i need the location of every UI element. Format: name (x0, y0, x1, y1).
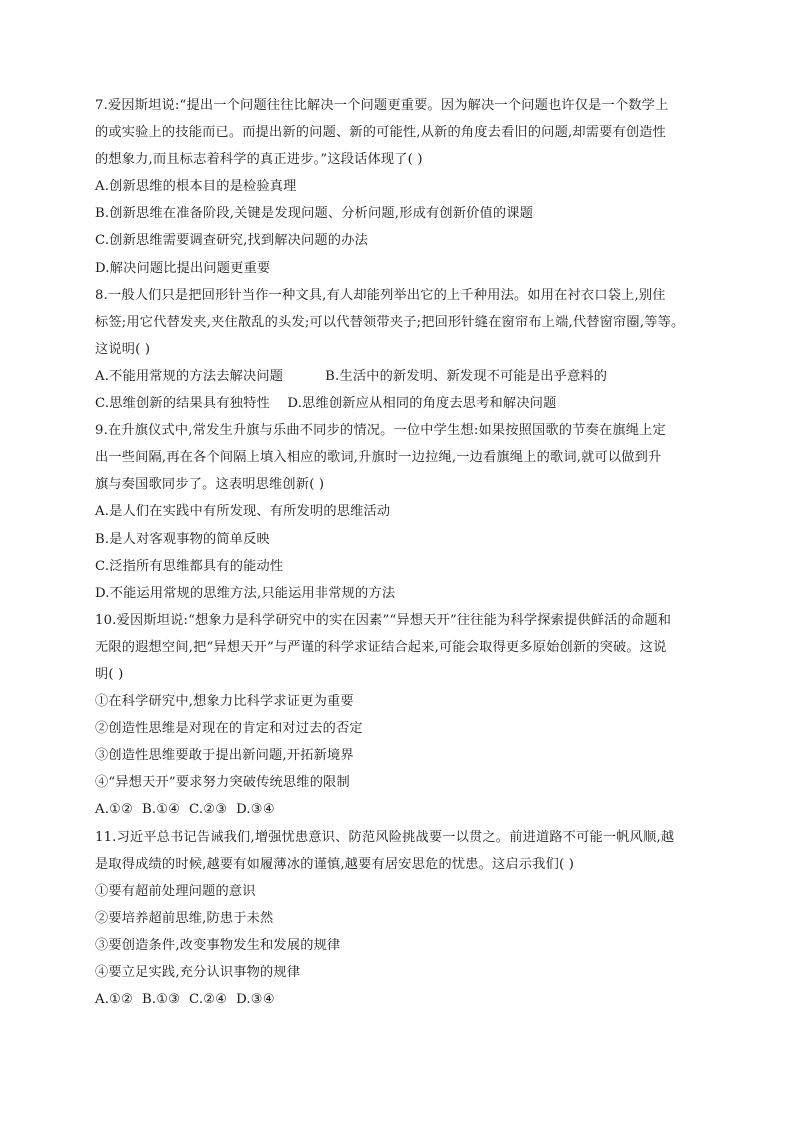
question-stem-line: 7.爱因斯坦说:“提出一个问题往往比解决一个问题更重要。因为解决一个问题也许仅是一个数学上 (95, 98, 669, 113)
option-spacer (283, 363, 325, 390)
option-row-ab (95, 363, 715, 390)
question-stem-line: 是取得成绩的时候,越要有如履薄冰的谨慎,越要有居安思危的忧患。这启示我们( ) (95, 856, 575, 872)
option-a: A.创新思维的根本目的是检验真理 (95, 179, 297, 195)
question-stem-line: 无限的遐想空间,把“异想天开”与严谨的科学求证结合起来,可能会取得更多原始创新的突破。这说 (95, 639, 667, 655)
question-stem-line: 11.习近平总书记告诫我们,增强忧患意识、防范风险挑战要一以贯之。前进道路不可能一帆风顺,越 (95, 829, 675, 845)
option-row-cd: C.思维创新的结果具有独特性 D.思维创新应从相同的角度去思考和解决问题 (95, 396, 557, 412)
option-b: B.是人对客观事物的简单反映 (95, 531, 270, 547)
question-stem-line: 9.在升旗仪式中,常发生升旗与乐曲不同步的情况。一位中学生想:如果按照国歌的节奏在旗绳上定 (95, 423, 666, 439)
statement-2: ②创造性思维是对现在的肯定和对过去的否定 (95, 721, 363, 737)
option-c: C.创新思维需要调查研究,找到解决问题的办法 (95, 233, 368, 249)
question-stem-line: 的想象力,而且标志着科学的真正进步。”这段话体现了( ) (95, 152, 423, 168)
question-stem-line: 的或实验上的技能而已。而提出新的问题、新的可能性,从新的角度去看旧的问题,却需要有创造性 (95, 125, 667, 141)
question-10 (95, 607, 715, 824)
question-stem-line: 旗与奏国歌同步了。这表明思维创新( ) (95, 477, 325, 493)
answer-choices: A.①② B.①④ C.②③ D.③④ (95, 802, 275, 818)
option-d: D.解决问题比提出问题更重要 (95, 260, 271, 276)
statement-3: ③创造性思维要敢于提出新问题,开拓新境界 (95, 748, 354, 764)
statement-4: ④“异想天开”要求努力突破传统思维的限制 (95, 775, 350, 791)
question-7 (95, 92, 715, 282)
question-11 (95, 824, 715, 1014)
question-9 (95, 417, 715, 607)
option-d: D.不能运用常规的思维方法,只能运用非常规的方法 (95, 585, 396, 601)
question-stem-line: 明( ) (95, 666, 124, 682)
statement-2: ②要培养超前思维,防患于未然 (95, 910, 274, 926)
question-stem-line: 出一些间隔,再在各个间隔上填入相应的歌词,升旗时一边拉绳,一边看旗绳上的歌词,就可以做到升 (95, 450, 662, 466)
option-c: C.泛指所有思维都具有的能动性 (95, 558, 284, 574)
question-stem-line: 标签;用它代替发夹,夹住散乱的头发;可以代替领带夹子;把回形针缝在窗帘布上端,代替窗帘圈,等等。 (95, 314, 685, 330)
option-b: B.生活中的新发明、新发现不可能是出乎意料的 (325, 368, 608, 384)
statement-3: ③要创造条件,改变事物发生和发展的规律 (95, 937, 341, 953)
question-list (95, 92, 715, 1013)
statement-4: ④要立足实践,充分认识事物的规律 (95, 965, 301, 980)
question-8 (95, 282, 715, 417)
question-stem-line: 10.爱因斯坦说:“想象力是科学研究中的实在因素”“异想天开”往往能为科学探索提供鲜活的命题和 (95, 612, 672, 628)
answer-choices: A.①② B.①③ C.②④ D.③④ (95, 992, 275, 1008)
question-stem-line: 这说明( ) (95, 341, 151, 357)
statement-1: ①在科学研究中,想象力比科学求证更为重要 (95, 694, 354, 710)
statement-1: ①要有超前处理问题的意识 (95, 883, 256, 899)
question-stem-line: 8.一般人们只是把回形针当作一种文具,有人却能列举出它的上千种用法。如用在衬衣口袋上,别住 (95, 287, 666, 303)
option-a: A.不能用常规的方法去解决问题 (95, 368, 284, 384)
option-a: A.是人们在实践中有所发现、有所发明的思维活动 (95, 504, 391, 520)
option-b: B.创新思维在准备阶段,关键是发现问题、分析问题,形成有创新价值的课题 (95, 206, 534, 222)
